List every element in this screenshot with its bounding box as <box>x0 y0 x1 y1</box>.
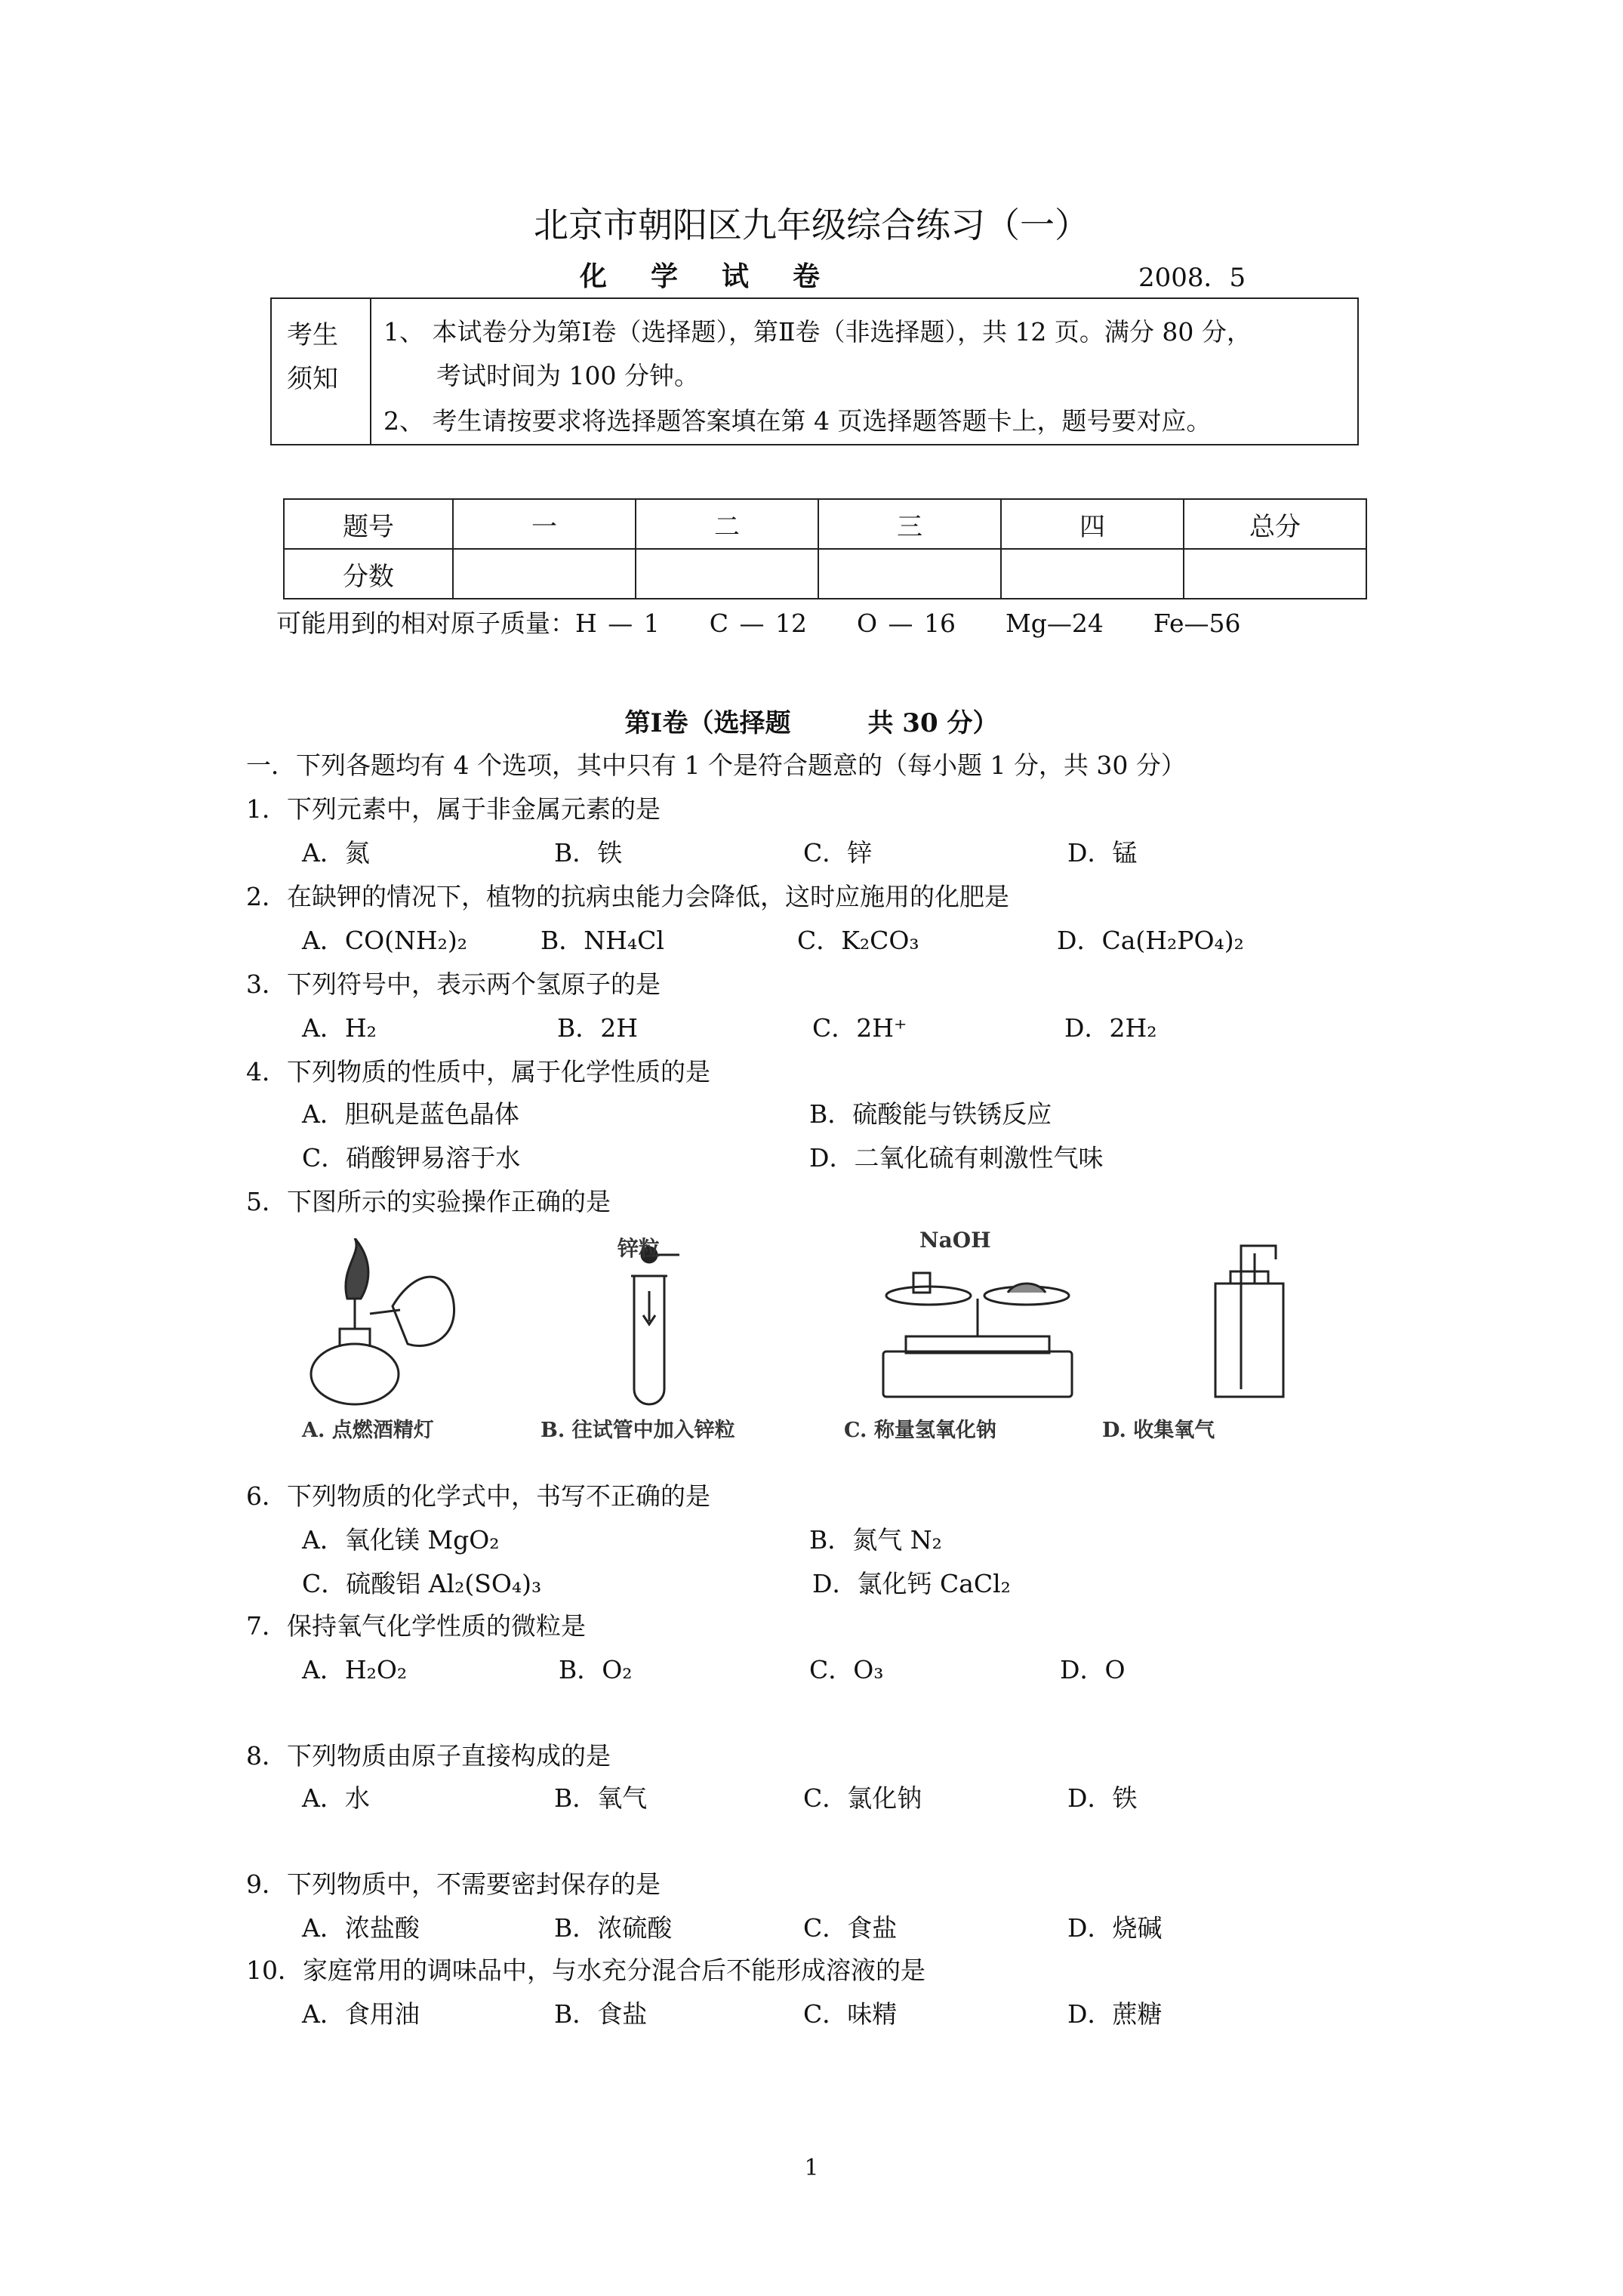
question-6-stem: 6．下列物质的化学式中，书写不正确的是 <box>246 1481 710 1511</box>
question-2-option-c: C．K₂CO₃ <box>797 926 919 955</box>
score-input-cell <box>1184 549 1366 599</box>
question-8-option-a: A．水 <box>302 1783 370 1813</box>
question-10-option-c: C．味精 <box>803 1999 898 2029</box>
question-4-option-a: A．胆矾是蓝色晶体 <box>302 1099 519 1129</box>
exam-date: 2008．5 <box>1138 263 1246 293</box>
question-10-option-a: A．食用油 <box>302 1999 420 2029</box>
question-1-option-b: B．铁 <box>554 838 623 868</box>
score-input-cell <box>453 549 636 599</box>
question-4-stem: 4．下列物质的性质中，属于化学性质的是 <box>246 1057 710 1086</box>
score-cell: 三 <box>818 499 1001 549</box>
question-3-stem: 3．下列符号中，表示两个氢原子的是 <box>246 969 661 999</box>
question-7-option-b: B．O₂ <box>559 1655 633 1684</box>
question-10-option-d: D．蔗糖 <box>1067 1999 1163 2029</box>
question-3-option-c: C．2H⁺ <box>812 1013 907 1043</box>
zinc-label: 锌粒 <box>617 1236 661 1261</box>
balance-drawing <box>883 1273 1072 1397</box>
question-6-option-a: A．氧化镁 MgO₂ <box>302 1525 500 1555</box>
question-1-option-a: A．氮 <box>302 838 370 868</box>
question-7-option-d: D．O <box>1060 1655 1126 1684</box>
question-9-option-b: B．浓硫酸 <box>554 1913 673 1943</box>
question-2-stem: 2．在缺钾的情况下，植物的抗病虫能力会降低，这时应施用的化肥是 <box>246 882 1009 911</box>
question-7-option-a: A．H₂O₂ <box>302 1655 408 1684</box>
caption-d: D. 收集氧气 <box>1102 1419 1215 1442</box>
notice-label-line2: 须知 <box>287 364 338 394</box>
question-7-option-c: C．O₃ <box>809 1655 884 1684</box>
notice-label-cell <box>272 299 371 444</box>
question-1-option-d: D．锰 <box>1067 838 1138 868</box>
score-cell: 分数 <box>284 549 453 599</box>
question-5-stem: 5．下图所示的实验操作正确的是 <box>246 1187 611 1216</box>
notice-box <box>270 297 1359 445</box>
question-10-stem: 10．家庭常用的调味品中，与水充分混合后不能形成溶液的是 <box>246 1955 925 1985</box>
question-6-option-b: B．氮气 N₂ <box>809 1525 942 1555</box>
alcohol-lamp-drawing <box>311 1238 454 1404</box>
question-6-option-d: D．氯化钙 CaCl₂ <box>812 1569 1011 1598</box>
caption-c: C. 称量氢氧化钠 <box>844 1419 996 1442</box>
question-1-stem: 1．下列元素中，属于非金属元素的是 <box>246 794 661 824</box>
page-title: 北京市朝阳区九年级综合练习（一） <box>534 205 1089 245</box>
score-table-score-row <box>284 549 1366 599</box>
question-6-option-c: C．硫酸铝 Al₂(SO₄)₃ <box>302 1569 542 1598</box>
lab-operations-illustration <box>302 1238 1298 1412</box>
question-3-option-b: B．2H <box>557 1013 639 1043</box>
question-9-stem: 9．下列物质中，不需要密封保存的是 <box>246 1869 661 1899</box>
test-tube-drawing <box>631 1247 679 1404</box>
page-number: 1 <box>804 2155 819 2181</box>
gas-bottle-drawing <box>1215 1246 1283 1397</box>
score-cell: 总分 <box>1184 499 1366 549</box>
question-4-option-b: B．硫酸能与铁锈反应 <box>809 1099 1052 1129</box>
question-7-stem: 7．保持氧气化学性质的微粒是 <box>246 1611 586 1641</box>
question-8-option-b: B．氧气 <box>554 1783 648 1813</box>
score-table-header-row <box>284 499 1366 549</box>
question-10-option-b: B．食盐 <box>554 1999 648 2029</box>
question-2-option-a: A．CO(NH₂)₂ <box>302 926 467 955</box>
score-cell: 二 <box>636 499 818 549</box>
score-table <box>283 498 1367 599</box>
score-cell: 一 <box>453 499 636 549</box>
page-subtitle: 化学试卷 <box>580 260 864 292</box>
question-2-option-d: D．Ca(H₂PO₄)₂ <box>1057 926 1244 955</box>
notice-line-2: 考试时间为 100 分钟。 <box>436 361 699 390</box>
question-2-option-b: B．NH₄Cl <box>540 926 664 955</box>
lab-operations-figure <box>302 1228 1298 1450</box>
atomic-mass-line: 可能用到的相对原子质量：H — 1 C — 12 O — 16 Mg—24 Fe—56 <box>276 609 1241 638</box>
notice-line-1: 1、 本试卷分为第Ⅰ卷（选择题），第Ⅱ卷（非选择题），共 12 页。满分 80 分， <box>383 317 1252 347</box>
question-8-stem: 8．下列物质由原子直接构成的是 <box>246 1741 611 1771</box>
question-1-option-c: C．锌 <box>803 838 873 868</box>
notice-line-3: 2、 考生请按要求将选择题答案填在第 4 页选择题答题卡上，题号要对应。 <box>383 406 1212 436</box>
score-cell: 题号 <box>284 499 453 549</box>
notice-label-line1: 考生 <box>287 320 338 350</box>
question-9-option-c: C．食盐 <box>803 1913 898 1943</box>
question-9-option-d: D．烧碱 <box>1067 1913 1163 1943</box>
part-title: 第Ⅰ卷（选择题 共 30 分） <box>624 708 999 738</box>
question-4-option-d: D．二氧化硫有刺激性气味 <box>809 1143 1104 1173</box>
score-input-cell <box>1001 549 1184 599</box>
question-3-option-d: D．2H₂ <box>1064 1013 1157 1043</box>
naoh-label: NaOH <box>919 1228 991 1253</box>
section-instruction: 一．下列各题均有 4 个选项，其中只有 1 个是符合题意的（每小题 1 分，共 30 分） <box>246 750 1186 780</box>
question-8-option-c: C．氯化钠 <box>803 1783 922 1813</box>
question-9-option-a: A．浓盐酸 <box>302 1913 420 1943</box>
score-input-cell <box>818 549 1001 599</box>
question-8-option-d: D．铁 <box>1067 1783 1138 1813</box>
caption-b: B. 往试管中加入锌粒 <box>540 1419 735 1442</box>
score-input-cell <box>636 549 818 599</box>
caption-a: A. 点燃酒精灯 <box>302 1419 434 1442</box>
question-4-option-c: C．硝酸钾易溶于水 <box>302 1143 521 1173</box>
score-cell: 四 <box>1001 499 1184 549</box>
question-3-option-a: A．H₂ <box>302 1013 377 1043</box>
